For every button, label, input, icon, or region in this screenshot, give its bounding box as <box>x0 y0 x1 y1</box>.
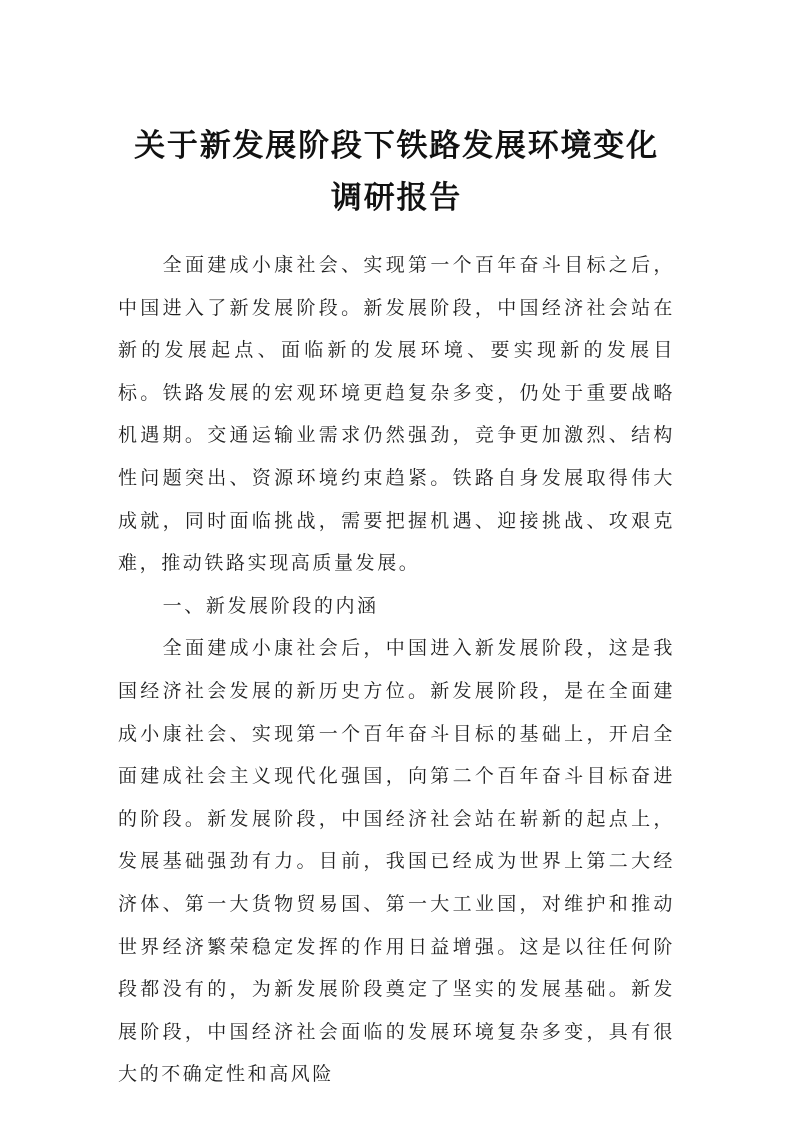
document-title: 关于新发展阶段下铁路发展环境变化调研报告 <box>134 128 659 216</box>
body-paragraph: 全面建成小康社会后，中国进入新发展阶段，这是我国经济社会发展的新历史方位。新发展阶段，是在全面建成小康社会、实现第一个百年奋斗目标的基础上，开启全面建成社会主义现代化强国，向第二个百年奋斗目标奋进的阶段。新发展阶段，中国经济社会站在崭新的起点上，发展基础强劲有力。目前，我国已经成为世界上第二大经济体、第一大货物贸易国、第一大工业国，对维护和推动世界经济繁荣稳定发挥的作用日益增强。这是以往任何阶段都没有的，为新发展阶段奠定了坚实的发展基础。新发展阶段，中国经济社会面临的发展环境复杂多变，具有很大的不确定性和高风险 <box>118 637 675 1086</box>
document-body <box>118 244 675 1096</box>
intro-paragraph: 全面建成小康社会、实现第一个百年奋斗目标之后，中国进入了新发展阶段。新发展阶段，中国经济社会站在新的发展起点、面临新的发展环境、要实现新的发展目标。铁路发展的宏观环境更趋复杂多变，仍处于重要战略机遇期。交通运输业需求仍然强劲，竞争更加激烈、结构性问题突出、资源环境约束趋紧。铁路自身发展取得伟大成就，同时面临挑战，需要把握机遇、迎接挑战、攻艰克难，推动铁路实现高质量发展。 <box>118 254 675 575</box>
section-heading: 一、新发展阶段的内涵 <box>162 594 379 617</box>
